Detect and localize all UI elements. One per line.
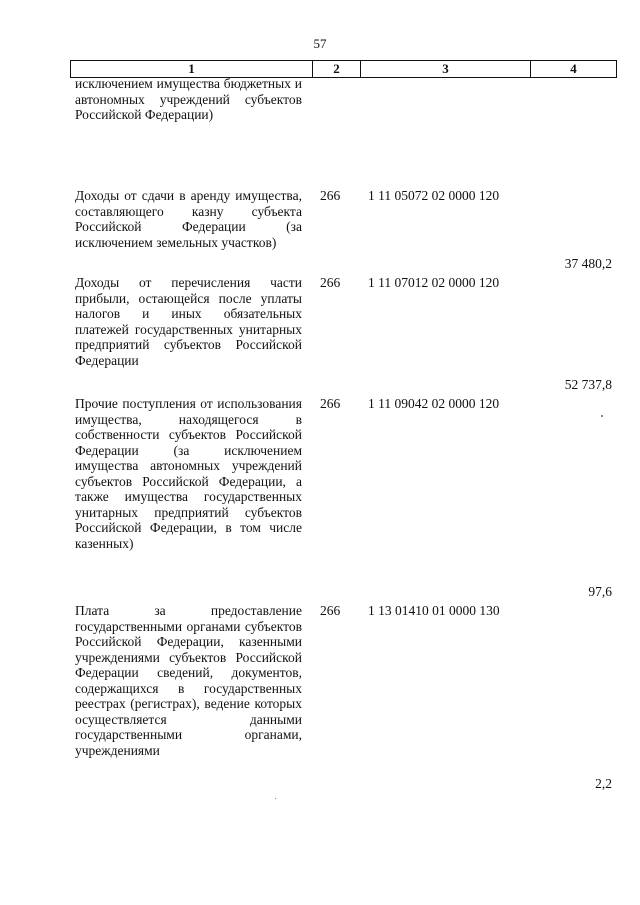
row-budget-code: 1 11 09042 02 0000 120 [368, 396, 500, 411]
row-amount: 97,6 [588, 584, 612, 599]
row-admin-code: 266 [320, 603, 341, 618]
row-description: исключением имущества бюджетных и автономных учреждений субъектов Российской Федерации) [75, 76, 302, 122]
row-budget-code: 1 11 05072 02 0000 120 [368, 188, 500, 203]
column-header-2: 2 [313, 61, 361, 78]
scan-speck [601, 415, 603, 417]
row-amount: 37 480,2 [564, 256, 612, 271]
scan-speck [275, 798, 276, 799]
row-amount: 52 737,8 [564, 377, 612, 392]
column-header-1: 1 [71, 61, 313, 78]
row-description: Прочие поступления от использования имущества, находящегося в собственности субъектов Российской Федерации (за исключением имущества автономных учреждений субъектов Российской Федерации, а также имущества государственных унитарных предприятий субъектов Российской Федерации, в том числе казенных) [75, 396, 302, 551]
row-budget-code: 1 11 07012 02 0000 120 [368, 275, 500, 290]
row-admin-code: 266 [320, 188, 341, 203]
row-description: Плата за предоставление государственными органами субъектов Российской Федерации, казенными учреждениями субъектов Российской Федерации сведений, документов, содержащихся в государственных реестрах (регистрах), ведение которых осуществляется данными государственными органами, учреждениями [75, 603, 302, 758]
row-amount: 2,2 [595, 776, 612, 791]
row-description: Доходы от перечисления части прибыли, остающейся после уплаты налогов и иных обязательных платежей государственных унитарных предприятий субъектов Российской Федерации [75, 275, 302, 368]
row-admin-code: 266 [320, 275, 341, 290]
column-header-4: 4 [531, 61, 617, 78]
row-budget-code: 1 13 01410 01 0000 130 [368, 603, 500, 618]
row-description: Доходы от сдачи в аренду имущества, составляющего казну субъекта Российской Федерации (за исключением земельных участков) [75, 188, 302, 250]
row-admin-code: 266 [320, 396, 341, 411]
column-header-3: 3 [361, 61, 531, 78]
page-number: 57 [313, 36, 327, 51]
